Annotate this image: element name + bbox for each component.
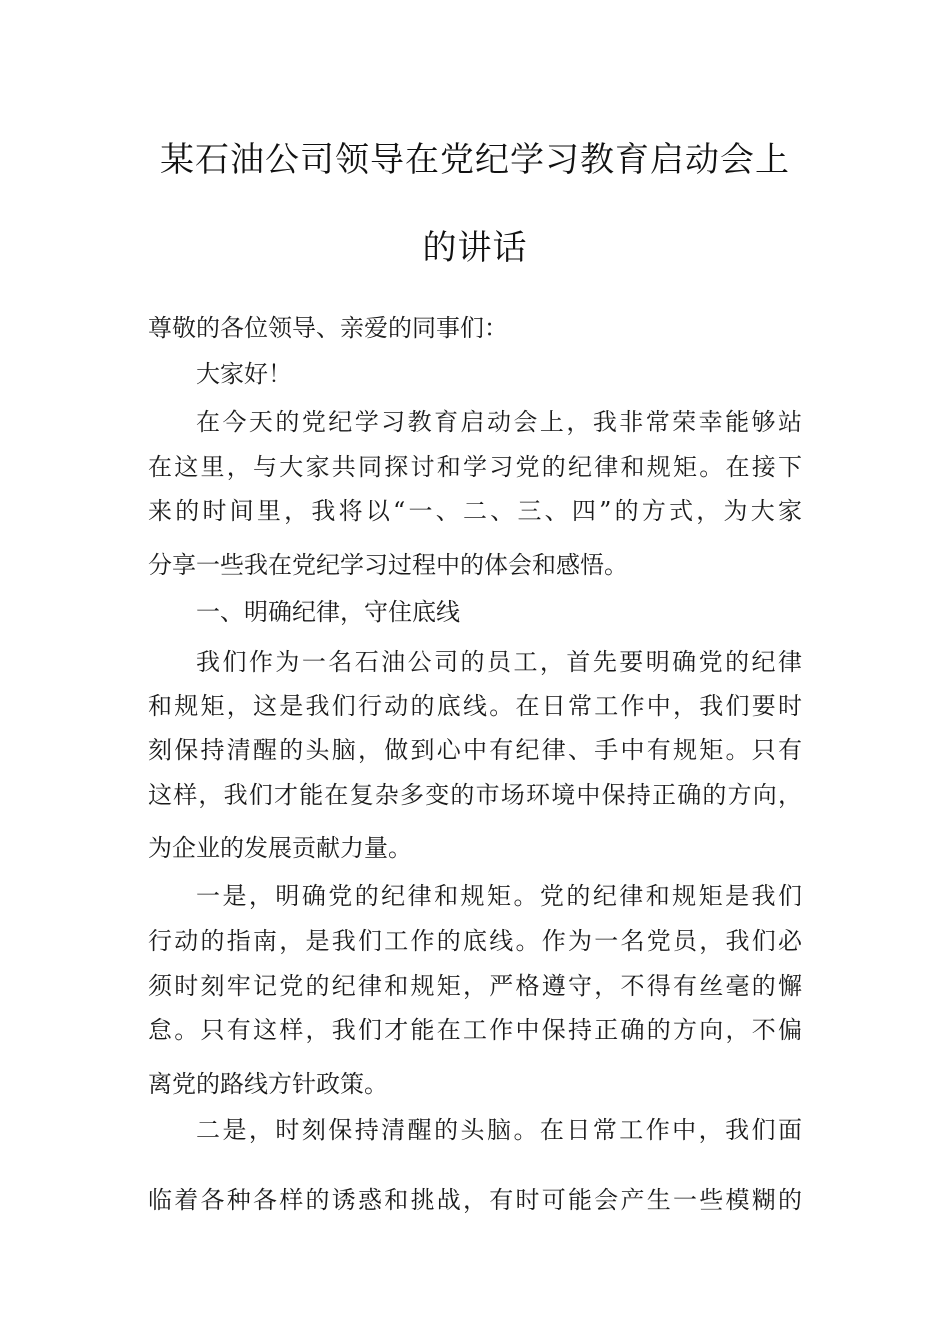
paragraph-line: 我们作为一名石油公司的员工，首先要明确党的纪律	[196, 648, 802, 676]
paragraph-line: 行动的指南，是我们工作的底线。作为一名党员，我们必	[148, 927, 802, 955]
paragraph-line: 须时刻牢记党的纪律和规矩，严格遵守，不得有丝毫的懈	[148, 972, 802, 1000]
paragraph-line: 分享一些我在党纪学习过程中的体会和感悟。	[148, 551, 628, 579]
paragraph-line: 二是，时刻保持清醒的头脑。在日常工作中，我们面	[196, 1116, 802, 1144]
section-heading: 一、明确纪律，守住底线	[196, 598, 460, 626]
paragraph-line: 离党的路线方针政策。	[148, 1070, 388, 1098]
paragraph-line: 在这里，与大家共同探讨和学习党的纪律和规矩。在接下	[148, 453, 802, 481]
paragraph-line: 为企业的发展贡献力量。	[148, 834, 412, 862]
paragraph-line: 临着各种各样的诱惑和挑战，有时可能会产生一些模糊的	[148, 1186, 802, 1214]
paragraph-line: 在今天的党纪学习教育启动会上，我非常荣幸能够站	[196, 408, 802, 436]
salutation: 尊敬的各位领导、亲爱的同事们：	[148, 314, 508, 342]
greeting: 大家好！	[196, 360, 292, 388]
paragraph-line: 一是，明确党的纪律和规矩。党的纪律和规矩是我们	[196, 882, 802, 910]
paragraph-line: 来的时间里，我将以“一、二、三、四”的方式，为大家	[148, 497, 802, 525]
paragraph-line: 和规矩，这是我们行动的底线。在日常工作中，我们要时	[148, 692, 802, 720]
paragraph-line: 这样，我们才能在复杂多变的市场环境中保持正确的方向，	[148, 781, 802, 809]
document-title-line-1: 某石油公司领导在党纪学习教育启动会上	[160, 140, 790, 180]
paragraph-line: 刻保持清醒的头脑，做到心中有纪律、手中有规矩。只有	[148, 736, 802, 764]
document-title-line-2: 的讲话	[422, 228, 528, 268]
paragraph-line: 怠。只有这样，我们才能在工作中保持正确的方向，不偏	[148, 1016, 802, 1044]
